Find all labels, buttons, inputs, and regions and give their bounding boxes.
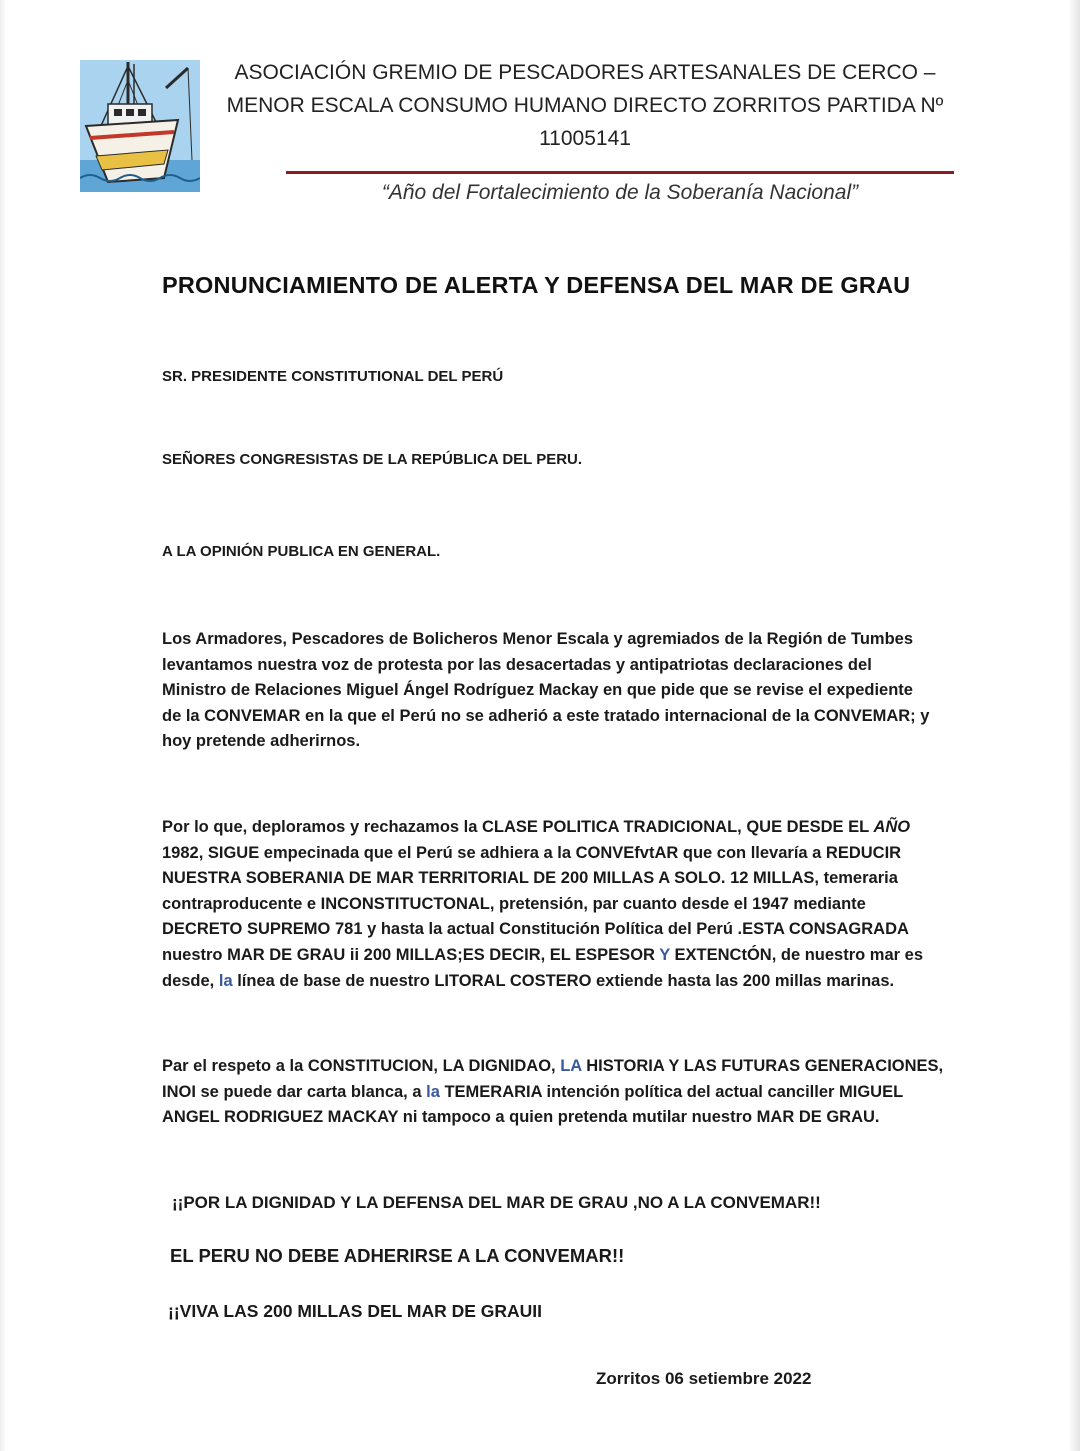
- text-run: desde,: [162, 971, 219, 990]
- org-line-2: MENOR ESCALA CONSUMO HUMANO DIRECTO ZORRITOS PARTIDA Nº: [226, 94, 944, 117]
- paragraph-1-line: Ministro de Relaciones Miguel Ángel Rodríguez Mackay en que pide que se revise el expediente: [162, 681, 913, 700]
- document-date: Zorritos 06 setiembre 2022: [596, 1369, 812, 1388]
- paragraph-1-line: hoy pretende adherirnos.: [162, 732, 361, 751]
- fishing-boat-logo-icon: [80, 60, 200, 192]
- document-title: PRONUNCIAMIENTO DE ALERTA Y DEFENSA DEL MAR DE GRAU: [162, 272, 911, 298]
- header-rule: [286, 171, 954, 174]
- paragraph-3-line: [162, 1054, 962, 1080]
- text-run: Por lo que, deploramos y rechazamos la CLASE POLITICA TRADICIONAL, QUE DESDE EL: [162, 818, 874, 836]
- addressee-president: SR. PRESIDENTE CONSTITUTIONAL DEL PERÚ: [162, 368, 504, 385]
- paragraph-2-line: contraproducente e INCONSTITUCTONAL, pretensión, par cuanto desde el 1947 mediante: [162, 894, 866, 913]
- paragraph-2-line: DECRETO SUPREMO 781 y hasta la actual Constitución Política del Perú .ESTA CONSAGRADA: [162, 920, 909, 939]
- organization-name: [215, 56, 955, 155]
- paragraph-2-line: 1982, SIGUE empecinada que el Perú se adhiera a la CONVEfvtAR que con llevaría a REDUCIR: [162, 843, 902, 862]
- paragraph-2-line: [162, 969, 962, 995]
- addressee-congress: SEÑORES CONGRESISTAS DE LA REPÚBLICA DEL PERU.: [162, 451, 583, 468]
- paragraph-2-line: [162, 815, 962, 841]
- text-run: EXTENCtÓN, de nuestro mar es: [669, 945, 924, 964]
- highlight-run: la: [218, 971, 233, 990]
- text-run: Par el respeto a la CONSTITUCION, LA DIGNIDAO,: [162, 1057, 561, 1075]
- paragraph-1-line: Los Armadores, Pescadores de Bolicheros Menor Escala y agremiados de la Región de Tumbes: [162, 630, 913, 648]
- paragraph-1-line: levantamos nuestra voz de protesta por las desacertadas y antipatriotas declaraciones del: [162, 655, 872, 674]
- italic-run: AÑO: [873, 818, 911, 836]
- text-run: TEMERARIA intención política del actual canciller MIGUEL: [439, 1082, 904, 1101]
- highlight-run: LA: [560, 1057, 582, 1075]
- slogan-no-adhere: EL PERU NO DEBE ADHERIRSE A LA CONVEMAR!!: [170, 1245, 625, 1266]
- text-run: línea de base de nuestro LITORAL COSTERO extiende hasta las 200 millas marinas.: [232, 971, 895, 990]
- year-motto: “Año del Fortalecimiento de la Soberanía Nacional”: [381, 181, 859, 204]
- paragraph-3: [162, 1054, 962, 1131]
- page-edge-right: [1068, 0, 1080, 1451]
- paragraph-2: [162, 815, 962, 994]
- highlight-run: la: [426, 1082, 440, 1101]
- text-run: nuestro MAR DE GRAU ii 200 MILLAS;ES DECIR, EL ESPESOR: [162, 945, 660, 964]
- org-line-3: 11005141: [539, 127, 631, 150]
- page-edge-left: [0, 0, 6, 1451]
- paragraph-3-line: ANGEL RODRIGUEZ MACKAY ni tampoco a quien pretenda mutilar nuestro MAR DE GRAU.: [162, 1108, 880, 1127]
- slogan-200-miles: ¡¡VIVA LAS 200 MILLAS DEL MAR DE GRAUII: [168, 1301, 543, 1321]
- paragraph-1: [162, 627, 962, 755]
- addressee-public: A LA OPINIÓN PUBLICA EN GENERAL.: [162, 543, 441, 560]
- text-run: HISTORIA Y LAS FUTURAS GENERACIONES,: [581, 1057, 944, 1075]
- paragraph-2-line: NUESTRA SOBERANIA DE MAR TERRITORIAL DE 200 MILLAS A SOLO. 12 MILLAS, temeraria: [162, 869, 898, 888]
- paragraph-1-line: de la CONVEMAR en la que el Perú no se adherió a este tratado internacional de la CONVEMAR; y: [162, 706, 930, 725]
- paragraph-2-line: [162, 943, 962, 969]
- paragraph-3-line: [162, 1080, 962, 1106]
- org-line-1: ASOCIACIÓN GREMIO DE PESCADORES ARTESANALES DE CERCO –: [234, 61, 936, 84]
- highlight-run: Y: [659, 945, 670, 964]
- text-run: INOI se puede dar carta blanca, a: [162, 1082, 427, 1101]
- slogan-dignity: ¡¡POR LA DIGNIDAD Y LA DEFENSA DEL MAR DE GRAU ,NO A LA CONVEMAR!!: [172, 1193, 821, 1212]
